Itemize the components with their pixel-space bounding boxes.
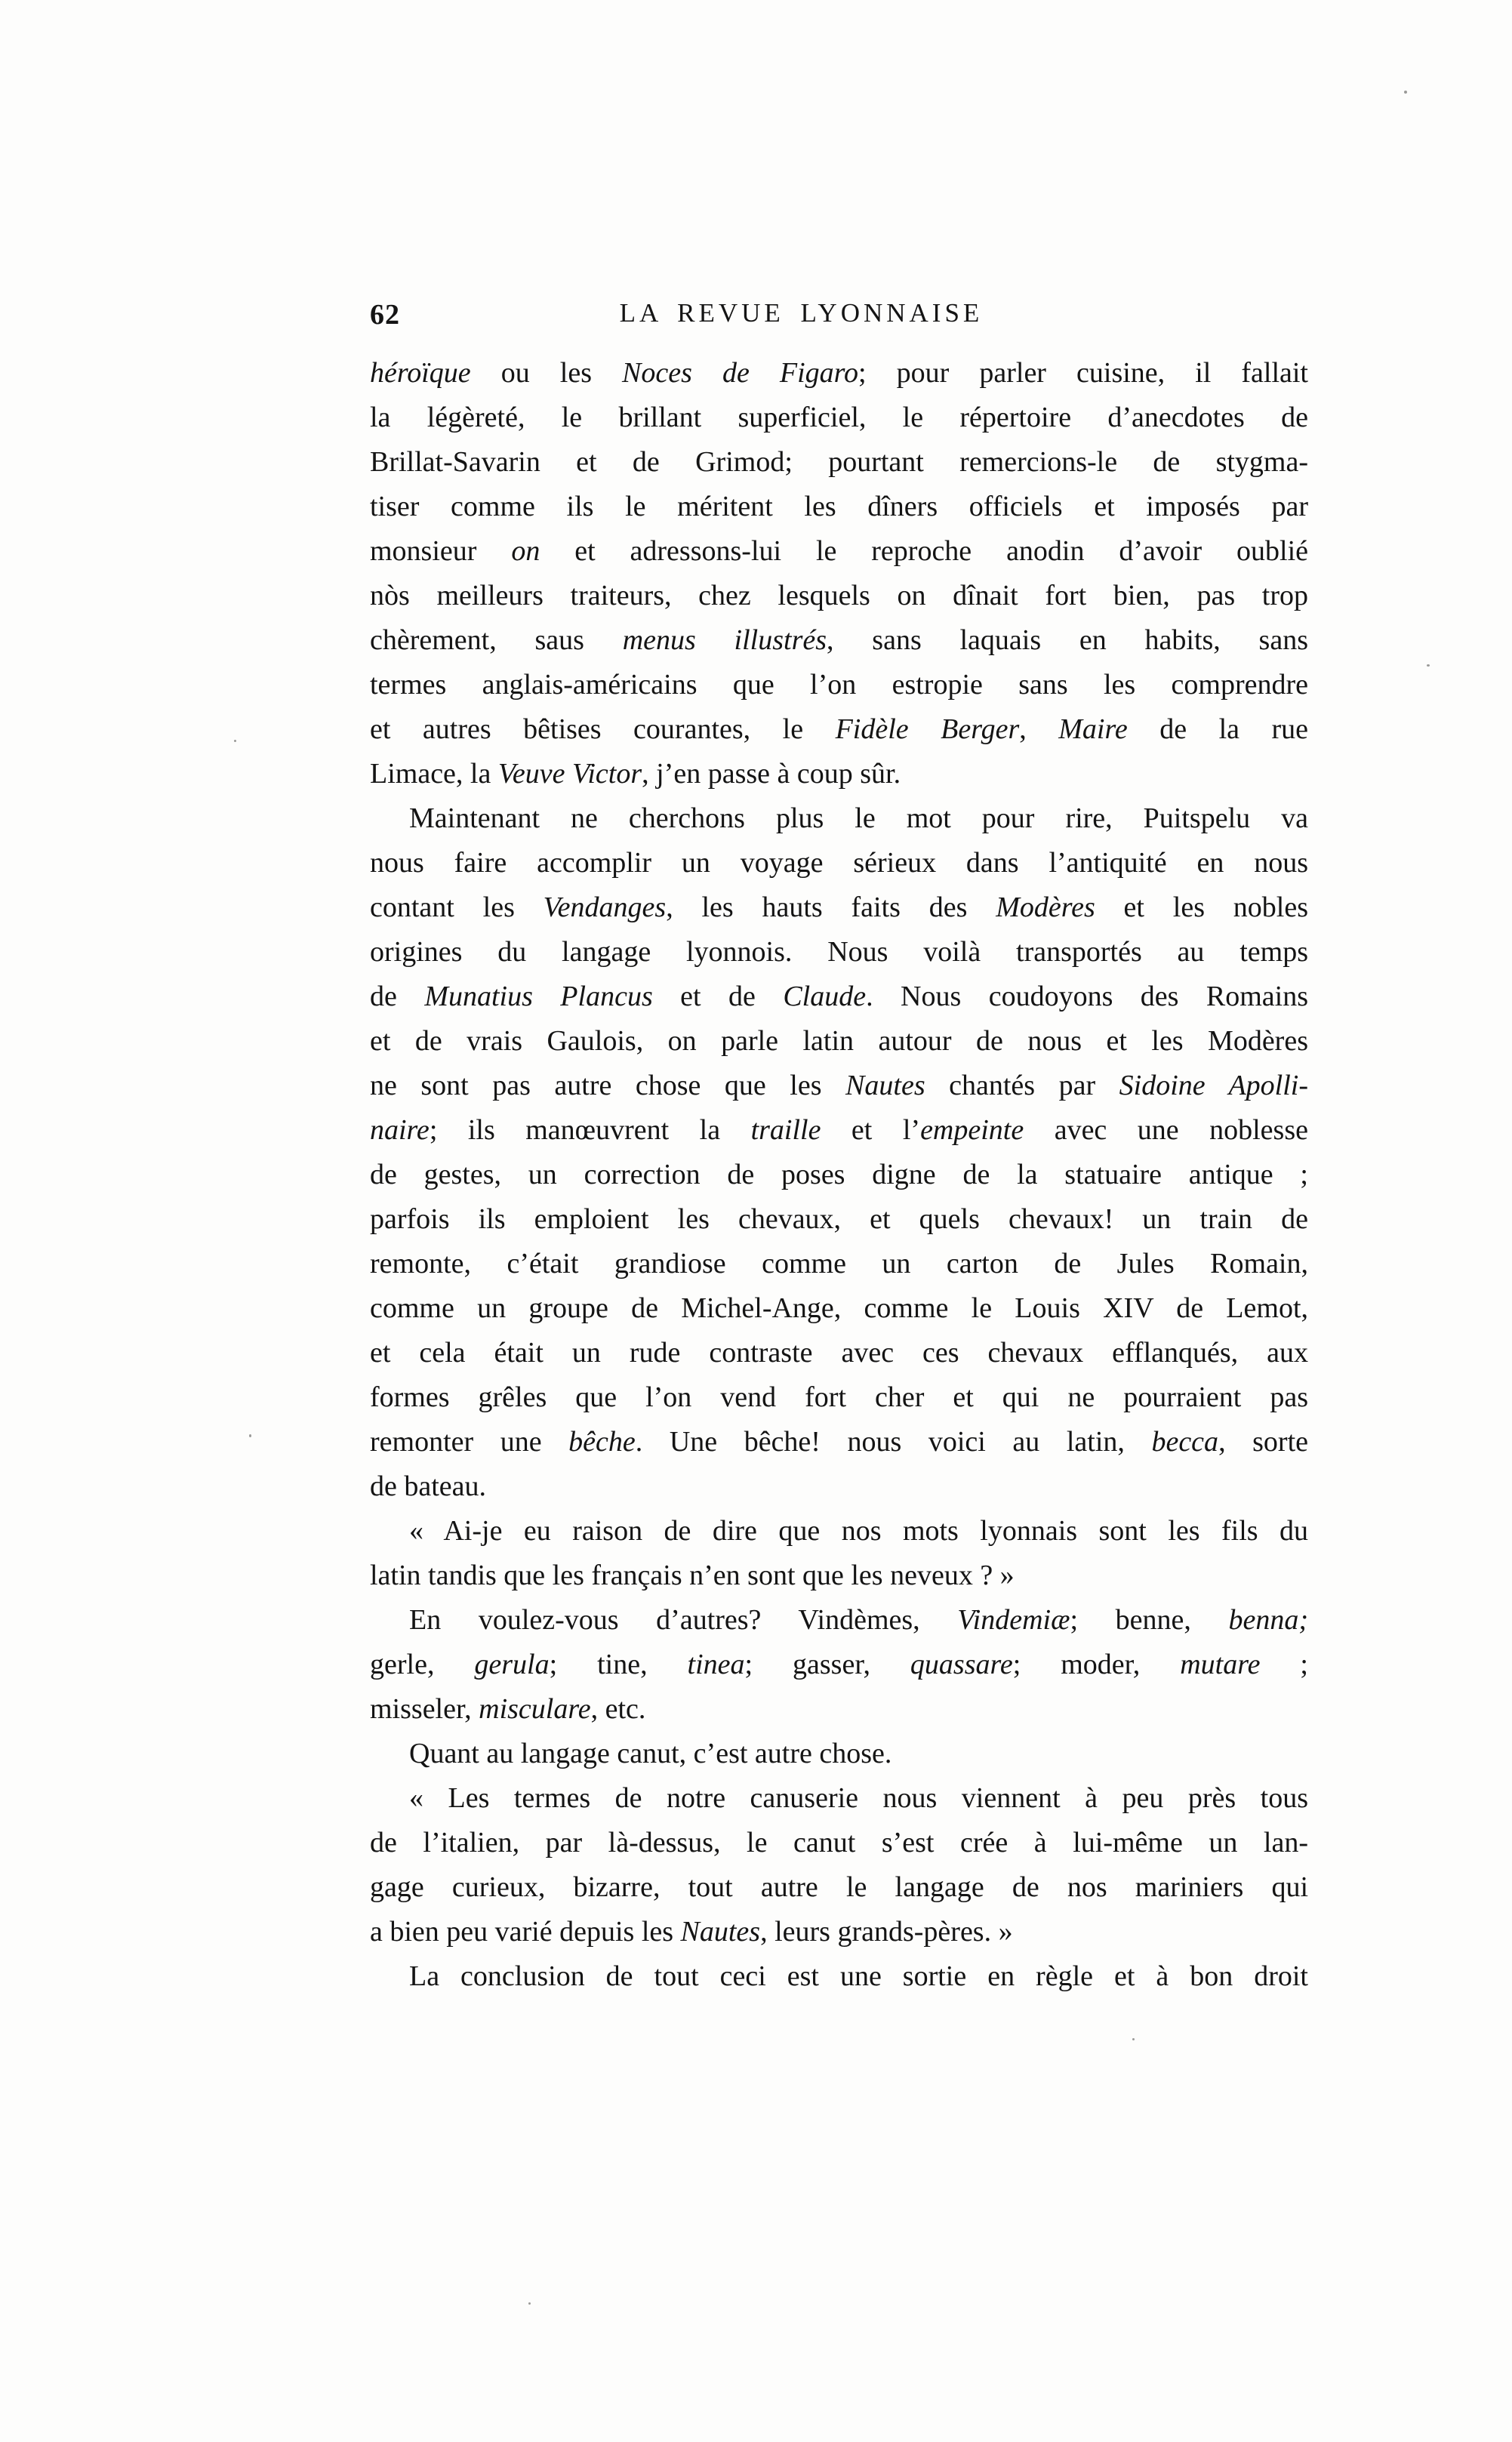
text-line [370, 885, 1308, 930]
italic-text-run: bêche [568, 1426, 636, 1458]
page-number: 62 [370, 299, 400, 331]
text-run: ou les [470, 357, 623, 389]
text-run: gage curieux, bizarre, tout autre le langage de nos mariniers qui [370, 1871, 1308, 1903]
italic-text-run: Nautes [845, 1070, 925, 1101]
italic-text-run: Modères [996, 891, 1095, 923]
text-run: ; tine, [549, 1649, 688, 1680]
italic-text-run: traille [750, 1114, 821, 1146]
text-run: de l’italien, par là-dessus, le canut s’est crée à lui-même un lan- [370, 1827, 1308, 1858]
text-run: de [370, 981, 425, 1012]
text-run: latin tandis que les français n’en sont que les neveux ? » [370, 1560, 1015, 1591]
text-run: tiser comme ils le méritent les dîners officiels et imposés par [370, 491, 1308, 522]
text-run: . Une bêche! nous voici au latin, [635, 1426, 1152, 1458]
text-run: et autres bêtises courantes, le [370, 713, 836, 745]
text-line [370, 707, 1308, 752]
text-line [370, 485, 1308, 529]
text-run: comme un groupe de Michel-Ange, comme le Louis XIV de Lemot, [370, 1292, 1308, 1324]
text-line [370, 351, 1308, 396]
text-line [370, 1375, 1308, 1420]
text-run: En voulez-vous d’autres? Vindèmes, [409, 1604, 958, 1636]
italic-text-run: becca [1151, 1426, 1219, 1458]
text-line [370, 1286, 1308, 1331]
text-line [370, 1331, 1308, 1375]
text-run: remonte, c’était grandiose comme un carton de Jules Romain, [370, 1248, 1308, 1280]
text-line [370, 1509, 1308, 1554]
text-run: , j’en passe à coup sûr. [642, 758, 901, 790]
text-line [370, 618, 1308, 663]
italic-text-run: Claude [783, 981, 867, 1012]
italic-text-run: Nautes [680, 1916, 761, 1948]
text-run: et de vrais Gaulois, on parle latin autour de nous et les Modères [370, 1025, 1308, 1057]
text-line [370, 1153, 1308, 1197]
text-run: Quant au langage canut, c’est autre chose. [409, 1738, 892, 1769]
text-run: Maintenant ne cherchons plus le mot pour rire, Puitspelu va [409, 802, 1308, 834]
text-run: la légèreté, le brillant superficiel, le répertoire d’anecdotes de [370, 402, 1308, 433]
text-line [370, 1865, 1308, 1910]
text-line [370, 1242, 1308, 1286]
text-run: de bateau. [370, 1470, 487, 1502]
text-line [370, 796, 1308, 841]
text-line [370, 1420, 1308, 1464]
text-run: , sorte [1218, 1426, 1308, 1458]
text-run: formes grêles que l’on vend fort cher et qui ne pourraient pas [370, 1381, 1308, 1413]
text-line [370, 1108, 1308, 1153]
text-run: , [1019, 713, 1059, 745]
text-run: nous faire accomplir un voyage sérieux dans l’antiquité en nous [370, 847, 1308, 879]
text-line [370, 1643, 1308, 1687]
text-run: misseler, [370, 1693, 479, 1725]
text-run: nòs meilleurs traiteurs, chez lesquels on dînait fort bien, pas trop [370, 580, 1308, 611]
page-content [370, 297, 1308, 1999]
text-line [370, 975, 1308, 1019]
text-run: contant les [370, 891, 544, 923]
text-run: ; benne, [1070, 1604, 1229, 1636]
italic-text-run: menus illustrés [622, 624, 827, 656]
text-run: ; moder, [1012, 1649, 1181, 1680]
text-run: et l’ [821, 1114, 921, 1146]
text-run: de gestes, un correction de poses digne de la statuaire antique ; [370, 1159, 1308, 1190]
text-line [370, 663, 1308, 707]
text-run: chantés par [925, 1070, 1119, 1101]
italic-text-run: gerula [474, 1649, 550, 1680]
text-line [370, 1732, 1308, 1776]
text-line [370, 396, 1308, 440]
italic-text-run: Maire [1058, 713, 1128, 745]
text-run: et les nobles [1095, 891, 1308, 923]
text-run: gerle, [370, 1649, 475, 1680]
text-run: parfois ils emploient les chevaux, et quels chevaux! un train de [370, 1203, 1308, 1235]
italic-text-run: Vindemiæ [957, 1604, 1070, 1636]
text-run: ; [1260, 1649, 1308, 1680]
text-line [370, 529, 1308, 574]
text-line [370, 1197, 1308, 1242]
text-run: de la rue [1127, 713, 1308, 745]
text-run: ; gasser, [744, 1649, 910, 1680]
text-run: ; pour parler cuisine, il fallait [858, 357, 1308, 389]
italic-text-run: on [511, 535, 540, 567]
page-body [370, 351, 1308, 1999]
italic-text-run: quassare [910, 1649, 1013, 1680]
text-run: , etc. [590, 1693, 646, 1725]
text-run: Brillat-Savarin et de Grimod; pourtant remercions-le de stygma- [370, 446, 1308, 478]
text-line [370, 1954, 1308, 1999]
italic-text-run: Munatius Plancus [424, 981, 653, 1012]
running-title: LA REVUE LYONNAISE [619, 298, 984, 328]
text-line [370, 1554, 1308, 1598]
italic-text-run: mutare [1180, 1649, 1261, 1680]
italic-text-run: héroïque [370, 357, 471, 389]
text-run: . Nous coudoyons des Romains [866, 981, 1308, 1012]
text-run: , sans laquais en habits, sans [827, 624, 1308, 656]
text-line [370, 1464, 1308, 1509]
text-run: ; ils manœuvrent la [429, 1114, 751, 1146]
text-run: termes anglais-américains que l’on estropie sans les comprendre [370, 669, 1308, 701]
text-run: chèrement, saus [370, 624, 623, 656]
text-line [370, 1776, 1308, 1821]
text-line [370, 1687, 1308, 1732]
text-line [370, 1064, 1308, 1108]
text-run: La conclusion de tout ceci est une sortie en règle et à bon droit [409, 1960, 1308, 1992]
text-line [370, 1821, 1308, 1865]
italic-text-run: tinea [687, 1649, 745, 1680]
text-line [370, 752, 1308, 796]
text-run: ne sont pas autre chose que les [370, 1070, 846, 1101]
page-header [370, 297, 1308, 331]
text-run: remonter une [370, 1426, 569, 1458]
text-line [370, 1910, 1308, 1954]
text-run: origines du langage lyonnois. Nous voilà transportés au temps [370, 936, 1308, 968]
text-line [370, 440, 1308, 485]
text-line [370, 574, 1308, 618]
italic-text-run: empeinte [920, 1114, 1024, 1146]
text-run: et adressons-lui le reproche anodin d’avoir oublié [540, 535, 1308, 567]
text-run: a bien peu varié depuis les [370, 1916, 681, 1948]
text-line [370, 841, 1308, 885]
italic-text-run: naire [370, 1114, 430, 1146]
italic-text-run: Veuve Victor [497, 758, 642, 790]
text-run: , les hauts faits des [666, 891, 996, 923]
text-run: et cela était un rude contraste avec ces chevaux efflanqués, aux [370, 1337, 1308, 1369]
italic-text-run: Fidèle Berger [835, 713, 1020, 745]
italic-text-run: Sidoine Apolli- [1119, 1070, 1308, 1101]
italic-text-run: benna; [1228, 1604, 1308, 1636]
text-run: Limace, la [370, 758, 498, 790]
text-run: avec une noblesse [1024, 1114, 1308, 1146]
italic-text-run: Vendanges [543, 891, 667, 923]
text-line [370, 1019, 1308, 1064]
text-run: « Ai-je eu raison de dire que nos mots lyonnais sont les fils du [409, 1515, 1308, 1547]
text-line [370, 930, 1308, 975]
italic-text-run: misculare [479, 1693, 591, 1725]
text-line [370, 1598, 1308, 1643]
text-run: monsieur [370, 535, 512, 567]
text-run: , leurs grands-pères. » [760, 1916, 1013, 1948]
italic-text-run: Noces de Figaro [622, 357, 859, 389]
text-run: « Les termes de notre canuserie nous viennent à peu près tous [409, 1782, 1308, 1814]
text-run: et de [652, 981, 784, 1012]
